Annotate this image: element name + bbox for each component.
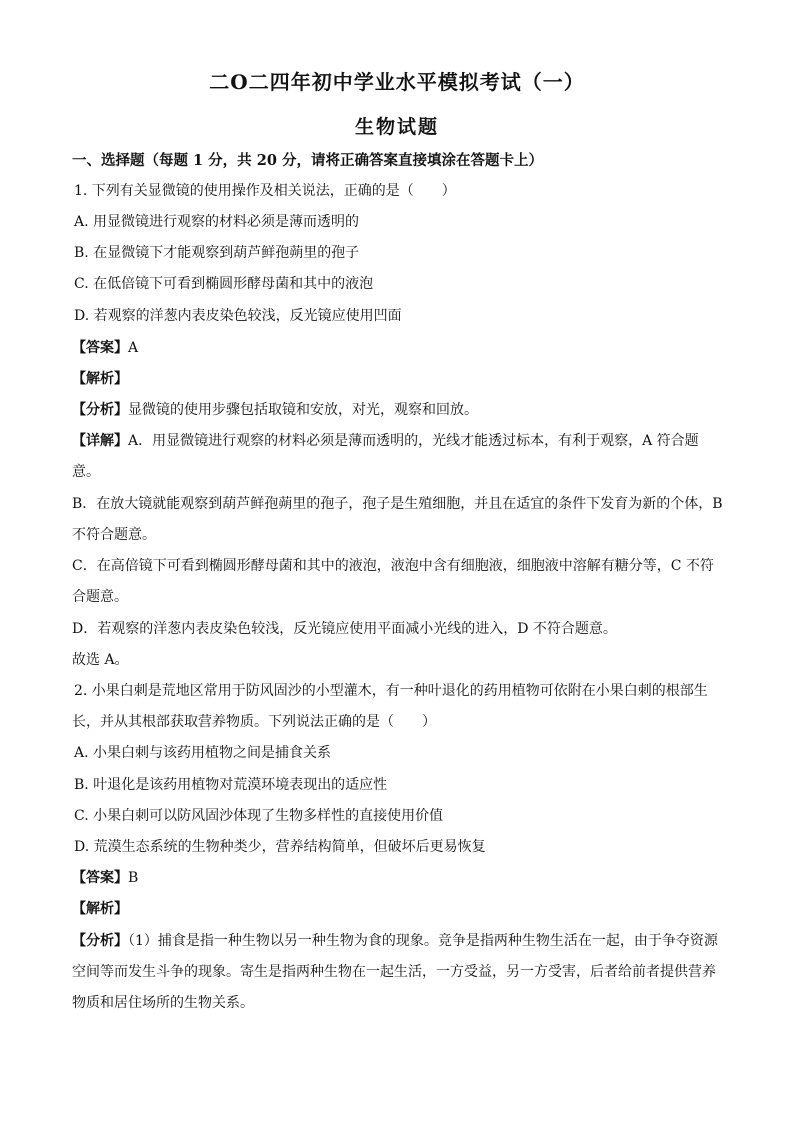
q2-fenxi-text-2: 空间等而发生斗争的现象。寄生是指两种生物在一起生活，一方受益，另一方受害，后者给前者提供营养 xyxy=(72,964,716,980)
q2-answer xyxy=(72,868,138,888)
q2-stem-1: 2. 小果白刺是荒地区常用于防风固沙的小型灌木，有一种叶退化的药用植物可依附在小果白刺的根部生 xyxy=(74,683,708,699)
q2-option-c: C. 小果白刺可以防风固沙体现了生物多样性的直接使用价值 xyxy=(74,808,444,824)
q2-answer-tag: 【答案】 xyxy=(72,870,128,886)
page-subtitle: 生物试题 xyxy=(354,116,439,138)
q1-option-b: B. 在显微镜下才能观察到葫芦鲜孢蒴里的孢子 xyxy=(74,245,360,261)
q2-fenxi-text-1: （1）捕食是指一种生物以另一种生物为食的现象。竞争是指两种生物生活在一起，由于争夺资源 xyxy=(128,933,718,949)
page-title: 二O二四年初中学业水平模拟考试（一） xyxy=(209,70,585,94)
section-heading: 一、选择题（每题 1 分，共 20 分，请将正确答案直接填涂在答题卡上） xyxy=(72,152,543,169)
q2-fenxi-text-3: 物质和居住场所的生物关系。 xyxy=(72,995,254,1011)
q1-xiangjie-text-1: A．用显微镜进行观察的材料必须是薄而透明的，光线才能透过标本，有利于观察，A 符合题 xyxy=(128,433,699,449)
q1-fenxi-tag: 【分析】 xyxy=(72,402,128,418)
q1-stem: 1. 下列有关显微镜的使用操作及相关说法，正确的是（ ） xyxy=(74,183,456,199)
q1-xiangjie-tag: 【详解】 xyxy=(72,433,128,449)
q2-analysis-tag: 【解析】 xyxy=(72,901,128,917)
q1-explain-c-1: C．在高倍镜下可看到椭圆形酵母菌和其中的液泡，液泡中含有细胞液，细胞液中溶解有糖分等，C 不符 xyxy=(72,558,714,574)
q1-option-d: D. 若观察的洋葱内表皮染色较浅，反光镜应使用凹面 xyxy=(74,308,402,324)
q1-option-c: C. 在低倍镜下可看到椭圆形酵母菌和其中的液泡 xyxy=(74,276,374,292)
q1-answer-value: A xyxy=(128,340,139,356)
q1-explain-c-2: 合题意。 xyxy=(72,589,128,605)
q1-explain-d: D．若观察的洋葱内表皮染色较浅，反光镜应使用平面减小光线的进入，D 不符合题意。 xyxy=(72,621,617,637)
q1-analysis-tag: 【解析】 xyxy=(72,371,128,387)
q1-fenxi-text: 显微镜的使用步骤包括取镜和安放，对光，观察和回放。 xyxy=(128,402,478,418)
q2-option-b: B. 叶退化是该药用植物对荒漠环境表现出的适应性 xyxy=(74,777,388,793)
q2-stem-2: 长，并从其根部获取营养物质。下列说法正确的是（ ） xyxy=(72,714,436,730)
q1-conclusion: 故选 A。 xyxy=(72,652,129,668)
q2-answer-value: B xyxy=(128,870,139,886)
q1-explain-b-2: 不符合题意。 xyxy=(72,527,156,543)
q1-option-a: A. 用显微镜进行观察的材料必须是薄而透明的 xyxy=(74,214,360,230)
q2-fenxi xyxy=(72,931,718,951)
q2-option-d: D. 荒漠生态系统的生物种类少，营养结构简单，但破坏后更易恢复 xyxy=(74,839,486,855)
q1-fenxi xyxy=(72,400,478,420)
q1-answer xyxy=(72,338,138,358)
q2-fenxi-tag: 【分析】 xyxy=(72,933,128,949)
q2-option-a: A. 小果白刺与该药用植物之间是捕食关系 xyxy=(74,745,332,761)
q1-explain-b-1: B．在放大镜就能观察到葫芦鲜孢蒴里的孢子，孢子是生殖细胞，并且在适宜的条件下发育为新的个体，B xyxy=(72,496,723,512)
q1-answer-tag: 【答案】 xyxy=(72,340,128,356)
q1-xiangjie-text-2: 意。 xyxy=(72,464,100,480)
q1-xiangjie xyxy=(72,431,699,451)
